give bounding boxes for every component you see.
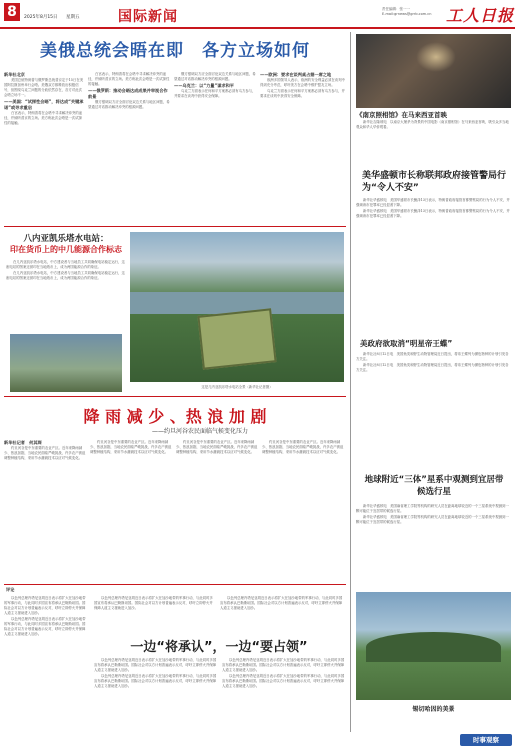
- bottom-para-2: 以色列总理内塔尼亚胡近日表示将扩大在加沙地带的军事行动，与此同时多国宣布将承认巴勒斯坦国。国际社会对以方计划普遍表示反对，呼吁立即停火并保障人道主义援助进入加沙。: [94, 596, 213, 610]
- feature-rule: [4, 226, 346, 227]
- story4-text-2: 新华社华盛顿电 美国麻省理工学院等机构的研究人员在距离地球较近的一个三星系统中观测到一颗可能位于宜居带的候选行星。: [356, 515, 509, 524]
- editor-line: [382, 7, 431, 17]
- mid-para-1: 约旦河谷是中东重要的农业产区。近年来降雨减少、热浪加剧，当地农民面临严峻挑战，许多农户被迫调整种植结构，采用节水灌溉技术以应对气候变化。: [4, 446, 86, 460]
- story2-text-2: 新华社华盛顿电 美国华盛顿市长鲍泽13日表示，特朗普政府接管首都警察局的行为令人不安，并强调该市犯罪率已经显著下降。: [356, 209, 510, 218]
- photo-hand-banknote: [197, 308, 276, 369]
- photo-caption-bottom: 锡切哈因的美景: [412, 706, 455, 713]
- bottom-para-4b: 以色列总理内塔尼亚胡近日表示将扩大在加沙地带的军事行动，与此同时多国宣布将承认巴勒斯坦国。国际社会对以方计划普遍表示反对，呼吁立即停火并保障人道主义援助进入加沙。: [94, 674, 217, 688]
- lead-sub-3: ——乌克兰：以“力量”谋求和平: [174, 83, 234, 88]
- feature-photo-caption: 这是几内亚凯乐塔水电站全景（新华社记者摄）: [201, 385, 273, 389]
- lead-para-1: 美国总统特朗普与俄罗斯总统普京定于15日在美国阿拉斯加州举行会晤。美俄双方都释放出积极信号，但围绕乌克兰问题的分歧依然存在，各方对此次会晤立场不一。: [4, 78, 84, 97]
- bottom-headline: 一边“将承认”，一边“要占领”: [130, 640, 308, 655]
- story3-text: 新华社社8月12日电 美国鱼类和野生动物管理局近日提出，将帝王蝶列为濒危物种的计划引发各方关注。: [356, 352, 509, 361]
- masthead-weekday: 星期五: [66, 15, 80, 20]
- bottom-rule: [4, 584, 346, 585]
- mid-rule: [4, 396, 346, 397]
- mid-col-4: [262, 440, 346, 578]
- lead-sub-4: ——欧洲：要求在谈判桌占据一席之地: [260, 72, 332, 77]
- lead-para-3b: 俄方强调双方应全面讨论双边关系与地区问题，希望通过对话推动解决冲突的根源问题。: [174, 72, 256, 81]
- photo-river: [130, 292, 344, 314]
- right-bottom-photo: [356, 592, 511, 700]
- right-top-photo: [356, 34, 511, 108]
- newspaper-logo: 工人日报: [446, 6, 515, 25]
- feature-main-photo: [130, 232, 344, 382]
- photo-stage-light: [416, 42, 456, 72]
- bottom-col-2: [94, 596, 214, 632]
- footer-brand-label: 时事观察: [473, 736, 499, 744]
- mid-byline: 新华社记者 何其琛: [4, 440, 42, 445]
- story4-body: [356, 504, 511, 590]
- lead-sub-2: ——俄罗斯：推动会晤达成成果并审视合作前景: [88, 88, 168, 99]
- lead-para-5b: 乌克兰方面表示任何和平方案都必须有乌方参与，并要求在谈判中获得安全保障。: [260, 89, 345, 98]
- story2-headline: 美华盛顿市长称联邦政府接管警局行为“令人不安”: [362, 171, 507, 193]
- feature-subtitle: 印在货币上的中几能源合作标志: [10, 245, 122, 254]
- feature-small-photo: [10, 334, 122, 392]
- bottom-para-4: 以色列总理内塔尼亚胡近日表示将扩大在加沙地带的军事行动，与此同时多国宣布将承认巴勒斯坦国。国际社会对以方计划普遍表示反对，呼吁立即停火并保障人道主义援助进入加沙。: [94, 658, 217, 672]
- lead-col-3: [174, 72, 256, 222]
- feature-title: 八内亚凯乐塔水电站：: [23, 234, 109, 244]
- lead-col-1: [4, 72, 84, 222]
- masthead-date: 2025年8月15日: [24, 15, 58, 20]
- story4-headline: 地球附近“三体”星系中观测到宜居带候选行星: [364, 475, 504, 497]
- mid-para-2: 约旦河谷是中东重要的农业产区。近年来降雨减少、热浪加剧，当地农民面临严峻挑战，许多农户被迫调整种植结构，采用节水灌溉技术以应对气候变化。: [90, 440, 172, 454]
- section-title: 国际新闻: [118, 9, 178, 25]
- feature-text-2: 在几内亚凯乐塔水电站，中方建设者与当地员工共同确保电站稳定运行，这座电站的图案还被印在当地纸币上，成为两国能源合作的象征。: [6, 271, 125, 280]
- story1-text: 新华社吉隆坡电 以南京大屠杀为背景的中国电影《南京照相馆》在马来西亚首映，吸引众多当地观众和华人华侨观看。: [356, 120, 509, 129]
- photo-hill: [366, 632, 501, 662]
- story2-body: [356, 198, 511, 328]
- story1-headline: 《南京照相馆》在马来西亚首映: [356, 111, 447, 119]
- bottom-col-5: [222, 658, 346, 736]
- story3-headline: 美政府欲取消“明星帝王蝶”: [360, 339, 453, 348]
- lead-col-4: [260, 72, 346, 222]
- lead-headline: 美俄总统会晤在即 各方立场如何: [40, 41, 310, 61]
- lead-byline: 新华社北京: [4, 72, 25, 77]
- lead-para-4: 乌克兰方面表示任何和平方案都必须有乌方参与，并要求在谈判中获得安全保障。: [174, 89, 256, 98]
- story1-body: [356, 120, 511, 166]
- bottom-col-3: [220, 596, 344, 632]
- lead-para-5: 欧洲多国领导人表示，欧洲的安全利益必须在谈判中得到充分考虑，呼吁美方在会晤中维护盟友立场。: [260, 78, 345, 87]
- mid-col-3: [176, 440, 258, 578]
- lead-para-2: 白宫表示，特朗普将在会晤中寻求解决冲突的途径，并倾听普京的立场。美方称此次会晤是一次试探性的接触。: [4, 111, 83, 125]
- mid-col-1: [4, 440, 86, 578]
- bottom-para-3: 以色列总理内塔尼亚胡近日表示将扩大在加沙地带的军事行动，与此同时多国宣布将承认巴勒斯坦国。国际社会对以方计划普遍表示反对，呼吁立即停火并保障人道主义援助进入加沙。: [220, 596, 343, 610]
- mid-headline: 降 雨 减 少 、热 浪 加 剧: [83, 407, 267, 426]
- bottom-para-1: 以色列总理内塔尼亚胡近日表示将扩大在加沙地带的军事行动，与此同时多国宣布将承认巴勒斯坦国。国际社会对以方计划普遍表示反对，呼吁立即停火并保障人道主义援助进入加沙。: [4, 596, 86, 615]
- editor-email: E-mail:grnews@grrb.com.cn: [382, 12, 432, 16]
- story3-text-2: 新华社社8月12日电 美国鱼类和野生动物管理局近日提出，将帝王蝶列为濒危物种的计划引发各方关注。: [356, 363, 509, 372]
- right-col-divider: [350, 32, 351, 732]
- story2-text: 新华社华盛顿电 美国华盛顿市长鲍泽13日表示，特朗普政府接管首都警察局的行为令人不安，并强调该市犯罪率已经显著下降。: [356, 198, 510, 207]
- lead-sub-1: ——美国：“试探性会晤”，将达成“关键承诺”或寻求重启: [4, 99, 84, 110]
- bottom-para-5: 以色列总理内塔尼亚胡近日表示将扩大在加沙地带的军事行动，与此同时多国宣布将承认巴勒斯坦国。国际社会对以方计划普遍表示反对，呼吁立即停火并保障人道主义援助进入加沙。: [222, 658, 345, 672]
- bottom-col-4: [94, 658, 218, 736]
- bottom-col-left: [4, 596, 88, 736]
- mid-para-4: 约旦河谷是中东重要的农业产区。近年来降雨减少、热浪加剧，当地农民面临严峻挑战，许多农户被迫调整种植结构，采用节水灌溉技术以应对气候变化。: [262, 440, 344, 454]
- bottom-column-tag: 评论: [6, 587, 15, 592]
- bottom-para-1b: 以色列总理内塔尼亚胡近日表示将扩大在加沙地带的军事行动，与此同时多国宣布将承认巴勒斯坦国。国际社会对以方计划普遍表示反对，呼吁立即停火并保障人道主义援助进入加沙。: [4, 617, 86, 636]
- footer-brand: [460, 734, 512, 746]
- lead-para-3: 俄方强调双方应全面讨论双边关系与地区问题，希望通过对话推动解决冲突的根源问题。: [88, 100, 170, 109]
- bottom-para-5b: 以色列总理内塔尼亚胡近日表示将扩大在加沙地带的军事行动，与此同时多国宣布将承认巴勒斯坦国。国际社会对以方计划普遍表示反对，呼吁立即停火并保障人道主义援助进入加沙。: [222, 674, 345, 688]
- feature-text: 在几内亚凯乐塔水电站，中方建设者与当地员工共同确保电站稳定运行，这座电站的图案还被印在当地纸币上，成为两国能源合作的象征。: [6, 260, 125, 269]
- story4-text: 新华社华盛顿电 美国麻省理工学院等机构的研究人员在距离地球较近的一个三星系统中观测到一颗可能位于宜居带的候选行星。: [356, 504, 509, 513]
- masthead: [0, 0, 515, 28]
- mid-para-3: 约旦河谷是中东重要的农业产区。近年来降雨减少、热浪加剧，当地农民面临严峻挑战，许多农户被迫调整种植结构，采用节水灌溉技术以应对气候变化。: [176, 440, 258, 454]
- masthead-rule: [0, 27, 515, 29]
- mid-subheadline: ——约旦河谷农民面临气候变化压力: [151, 428, 248, 435]
- lead-col-2: [88, 72, 170, 222]
- editor-name: 责任编辑：张一一: [382, 7, 410, 11]
- mid-col-2: [90, 440, 172, 578]
- story3-body: [356, 352, 511, 470]
- lead-para-2b: 白宫表示，特朗普将在会晤中寻求解决冲突的途径，并倾听普京的立场。美方称此次会晤是一次试探性的接触。: [88, 72, 170, 86]
- page-number: 8: [4, 3, 20, 21]
- feature-body: [6, 260, 126, 330]
